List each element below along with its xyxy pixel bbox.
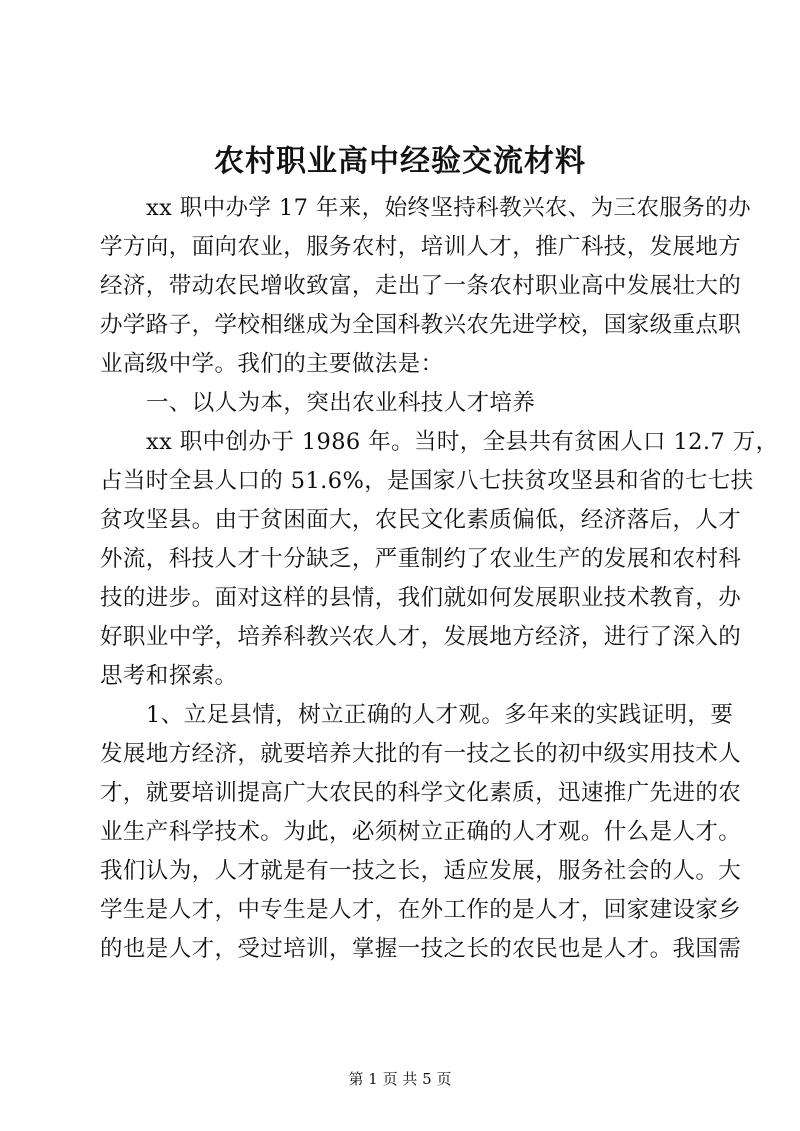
- paragraph-line: 外流，科技人才十分缺乏，严重制约了农业生产的发展和农村科: [100, 546, 742, 572]
- paragraph-line: 思考和探索。: [100, 663, 238, 689]
- document-title: 农村职业高中经验交流材料: [214, 144, 586, 179]
- page-footer: 第 1 页 共 5 页: [348, 1070, 452, 1088]
- paragraph-line: 学生是人才，中专生是人才，在外工作的是人才，回家建设家乡: [100, 897, 742, 923]
- paragraph-line: 我们认为，人才就是有一技之长，适应发展，服务社会的人。大: [100, 858, 742, 884]
- paragraph-line: 办学路子，学校相继成为全国科教兴农先进学校，国家级重点职: [100, 312, 742, 338]
- paragraph-line: 学方向，面向农业，服务农村，培训人才，推广科技，发展地方: [100, 234, 742, 260]
- document-body: [100, 189, 779, 969]
- paragraph-line: 的也是人才，受过培训，掌握一技之长的农民也是人才。我国需: [100, 936, 742, 962]
- paragraph-line: 好职业中学，培养科教兴农人才，发展地方经济，进行了深入的: [100, 624, 742, 650]
- section-heading: 一、以人为本，突出农业科技人才培养: [146, 390, 536, 416]
- paragraph-line: 经济，带动农民增收致富，走出了一条农村职业高中发展壮大的: [100, 273, 742, 299]
- paragraph-line: xx 职中办学 17 年来，始终坚持科教兴农、为三农服务的办: [146, 195, 751, 221]
- paragraph-line: 业高级中学。我们的主要做法是：: [100, 351, 444, 377]
- paragraph-line: 业生产科学技术。为此，必须树立正确的人才观。什么是人才。: [100, 819, 742, 845]
- paragraph-line: 技的进步。面对这样的县情，我们就如何发展职业技术教育，办: [100, 585, 742, 611]
- paragraph-line: 发展地方经济，就要培养大批的有一技之长的初中级实用技术人: [100, 741, 742, 767]
- paragraph-line: 贫攻坚县。由于贫困面大，农民文化素质偏低，经济落后，人才: [100, 507, 742, 533]
- paragraph-line: 占当时全县人口的 51.6%，是国家八七扶贫攻坚县和省的七七扶: [100, 468, 754, 494]
- paragraph-line: xx 职中创办于 1986 年。当时，全县共有贫困人口 12.7 万，: [146, 429, 779, 455]
- paragraph-line: 1、立足县情，树立正确的人才观。多年来的实践证明，要: [146, 702, 734, 728]
- paragraph-line: 才，就要培训提高广大农民的科学文化素质，迅速推广先进的农: [100, 780, 742, 806]
